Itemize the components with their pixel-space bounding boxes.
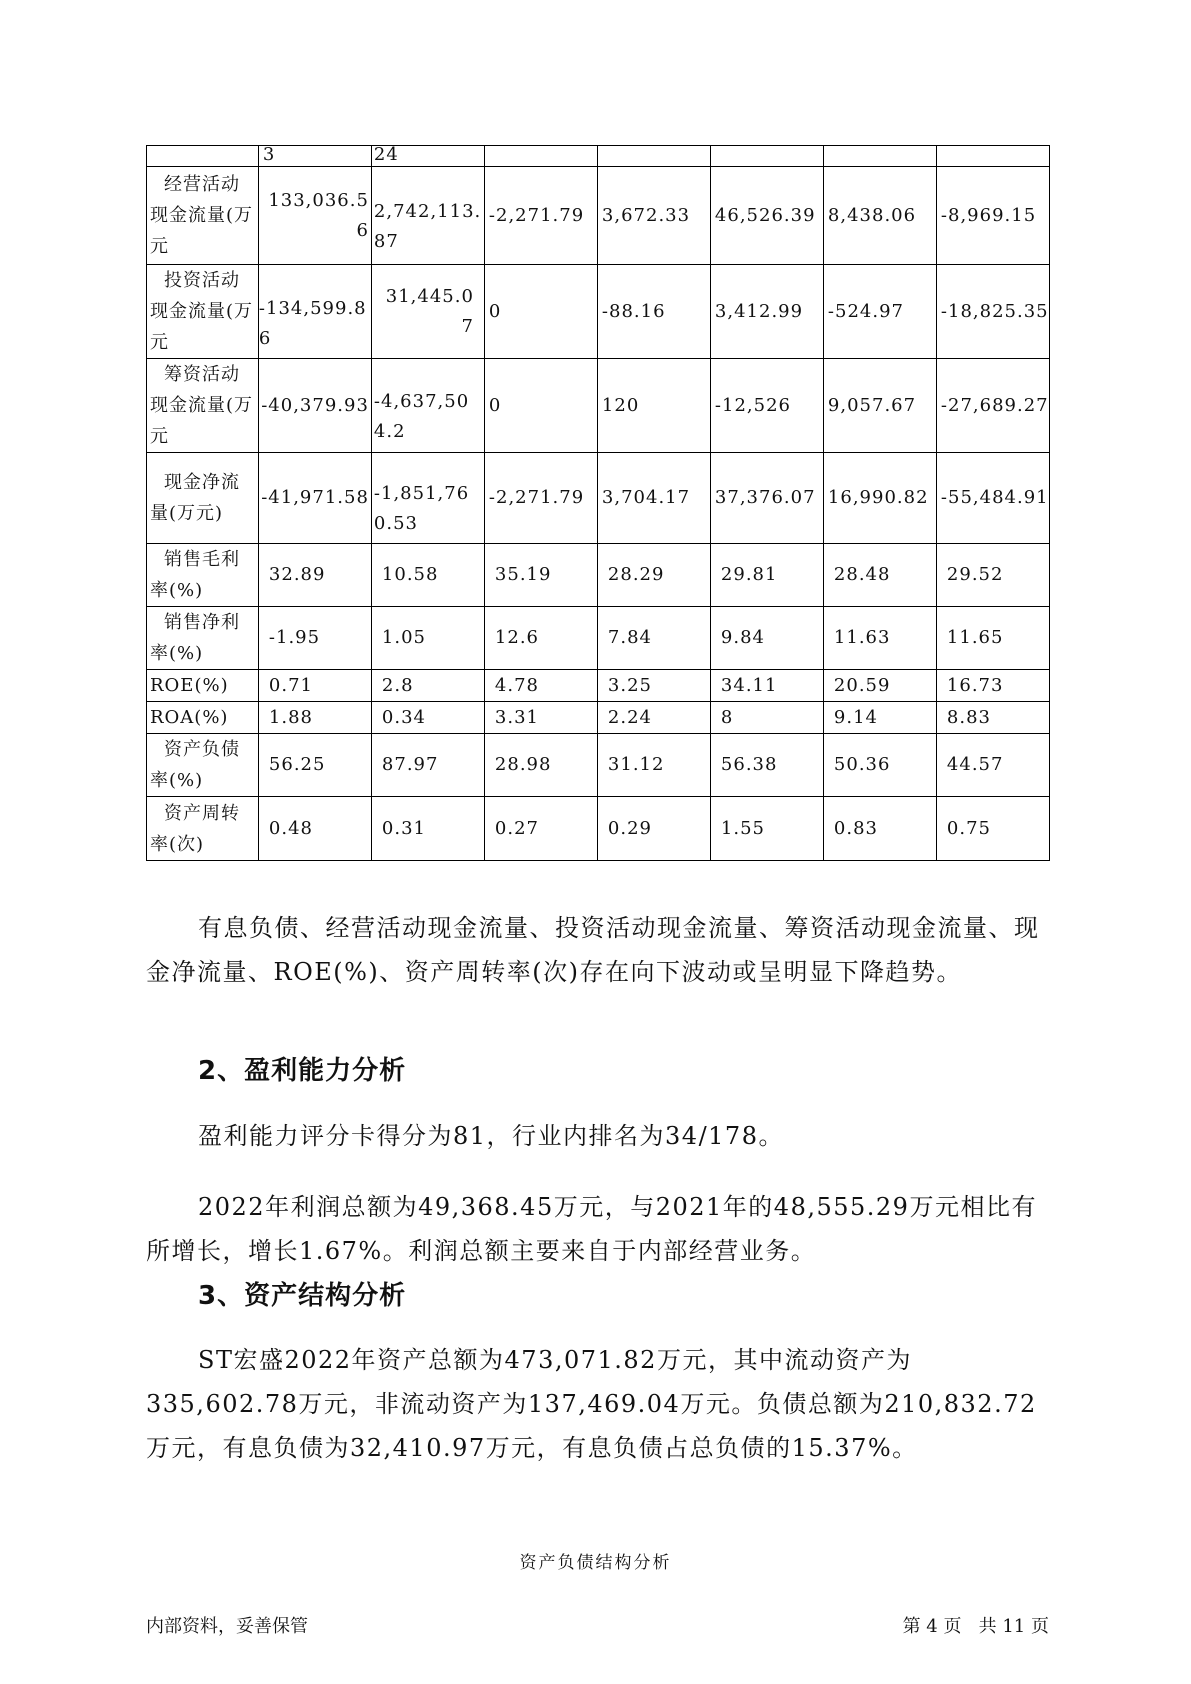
row-label <box>147 146 259 167</box>
table-cell: -12,526 <box>710 359 823 453</box>
table-row <box>147 734 1050 797</box>
table-cell: 56.38 <box>710 734 823 797</box>
asset-structure-paragraph: ST宏盛2022年资产总额为473,071.82万元，其中流动资产为335,602.78万元，非流动资产为137,469.04万元。负债总额为210,832.72万元，有息负债为32,410.97万元，有息负债占总负债的15.37%。 <box>146 1346 1037 1462</box>
profit-total-paragraph: 2022年利润总额为49,368.45万元，与2021年的48,555.29万元相比有所增长，增长1.67%。利润总额主要来自于内部经营业务。 <box>146 1193 1037 1265</box>
table-cell: 11.65 <box>936 607 1049 670</box>
table-cell: -41,971.58 <box>258 453 371 544</box>
table-cell: 0.31 <box>371 797 484 861</box>
table-cell <box>823 146 936 167</box>
table-row <box>147 544 1050 607</box>
table-cell: 28.48 <box>823 544 936 607</box>
table-cell: -8,969.15 <box>936 167 1049 265</box>
table-cell: 3 <box>258 146 371 167</box>
page-number: 第 4 页 共 11 页 <box>902 1616 1049 1637</box>
table-cell <box>484 146 597 167</box>
row-label: 投资活动现金流量(万元 <box>147 265 259 359</box>
table-cell: 8,438.06 <box>823 167 936 265</box>
table-cell: -1.95 <box>258 607 371 670</box>
table-cell: 0 <box>484 265 597 359</box>
table-cell: 29.81 <box>710 544 823 607</box>
financial-metrics-table <box>146 145 1050 861</box>
row-label: ROE(%) <box>147 670 259 702</box>
table-cell: 3,672.33 <box>597 167 710 265</box>
row-label: 资产周转率(次) <box>147 797 259 861</box>
table-cell: 37,376.07 <box>710 453 823 544</box>
table-cell: 9.84 <box>710 607 823 670</box>
table-cell: 3,412.99 <box>710 265 823 359</box>
table-cell: 8.83 <box>936 702 1049 734</box>
table-cell: -524.97 <box>823 265 936 359</box>
table-cell: 46,526.39 <box>710 167 823 265</box>
table-cell: 7.84 <box>597 607 710 670</box>
table-row <box>147 146 1050 167</box>
table-cell: 0 <box>484 359 597 453</box>
section-heading-profitability: 2、盈利能力分析 <box>198 1056 407 1086</box>
table-cell: 31,445.07 <box>371 265 484 359</box>
table-cell: 120 <box>597 359 710 453</box>
table-cell <box>597 146 710 167</box>
table-cell: 3,704.17 <box>597 453 710 544</box>
table-cell: 24 <box>371 146 484 167</box>
table-cell: 29.52 <box>936 544 1049 607</box>
table-cell: 0.75 <box>936 797 1049 861</box>
table-row <box>147 167 1050 265</box>
table-cell: 2.24 <box>597 702 710 734</box>
table-cell: 10.58 <box>371 544 484 607</box>
table-cell: -2,271.79 <box>484 453 597 544</box>
row-label: 筹资活动现金流量(万元 <box>147 359 259 453</box>
table-cell: 35.19 <box>484 544 597 607</box>
table-cell: 0.71 <box>258 670 371 702</box>
table-cell: -40,379.93 <box>258 359 371 453</box>
table-cell: -4,637,504.2 <box>371 359 484 453</box>
table-cell: 28.98 <box>484 734 597 797</box>
table-cell <box>936 146 1049 167</box>
table-cell: 1.05 <box>371 607 484 670</box>
table-row <box>147 265 1050 359</box>
table-cell <box>710 146 823 167</box>
row-label: 资产负债率(%) <box>147 734 259 797</box>
table-cell: 3.25 <box>597 670 710 702</box>
table-cell: 32.89 <box>258 544 371 607</box>
trend-paragraph: 有息负债、经营活动现金流量、投资活动现金流量、筹资活动现金流量、现金净流量、ROE(%)、资产周转率(次)存在向下波动或呈明显下降趋势。 <box>146 914 1040 986</box>
table-row <box>147 797 1050 861</box>
table-cell: -18,825.35 <box>936 265 1049 359</box>
table-cell: -1,851,760.53 <box>371 453 484 544</box>
table-row <box>147 359 1050 453</box>
table-cell: 8 <box>710 702 823 734</box>
table-cell: 2.8 <box>371 670 484 702</box>
table-cell: 1.88 <box>258 702 371 734</box>
table-row <box>147 607 1050 670</box>
table-cell: 4.78 <box>484 670 597 702</box>
table-cell: 0.34 <box>371 702 484 734</box>
table-row <box>147 453 1050 544</box>
table-cell: 50.36 <box>823 734 936 797</box>
table-cell: 56.25 <box>258 734 371 797</box>
table-cell: 12.6 <box>484 607 597 670</box>
table-cell: -134,599.86 <box>258 265 371 359</box>
table-cell: 2,742,113.87 <box>371 167 484 265</box>
table-cell: 0.27 <box>484 797 597 861</box>
table-cell: 0.48 <box>258 797 371 861</box>
row-label: 经营活动现金流量(万元 <box>147 167 259 265</box>
row-label: 现金净流量(万元) <box>147 453 259 544</box>
footer-confidential-note: 内部资料，妥善保管 <box>146 1616 308 1637</box>
table-row <box>147 702 1050 734</box>
row-label: 销售毛利率(%) <box>147 544 259 607</box>
row-label: ROA(%) <box>147 702 259 734</box>
table-cell: 1.55 <box>710 797 823 861</box>
table-cell: 9.14 <box>823 702 936 734</box>
table-cell: 28.29 <box>597 544 710 607</box>
table-cell: -88.16 <box>597 265 710 359</box>
table-cell: 0.29 <box>597 797 710 861</box>
row-label: 销售净利率(%) <box>147 607 259 670</box>
table-cell: 44.57 <box>936 734 1049 797</box>
table-cell: 16.73 <box>936 670 1049 702</box>
table-cell: 31.12 <box>597 734 710 797</box>
figure-caption: 资产负债结构分析 <box>519 1553 672 1573</box>
table-cell: -2,271.79 <box>484 167 597 265</box>
table-cell: 11.63 <box>823 607 936 670</box>
table-cell: 133,036.56 <box>258 167 371 265</box>
table-cell: 20.59 <box>823 670 936 702</box>
section-heading-asset-structure: 3、资产结构分析 <box>198 1281 407 1311</box>
table-cell: 3.31 <box>484 702 597 734</box>
table-cell: 87.97 <box>371 734 484 797</box>
table-cell: 0.83 <box>823 797 936 861</box>
profit-score-paragraph: 盈利能力评分卡得分为81，行业内排名为34/178。 <box>198 1122 784 1150</box>
table-cell: 9,057.67 <box>823 359 936 453</box>
table-cell: -55,484.91 <box>936 453 1049 544</box>
table-cell: -27,689.27 <box>936 359 1049 453</box>
table-cell: 16,990.82 <box>823 453 936 544</box>
table-row <box>147 670 1050 702</box>
table-cell: 34.11 <box>710 670 823 702</box>
